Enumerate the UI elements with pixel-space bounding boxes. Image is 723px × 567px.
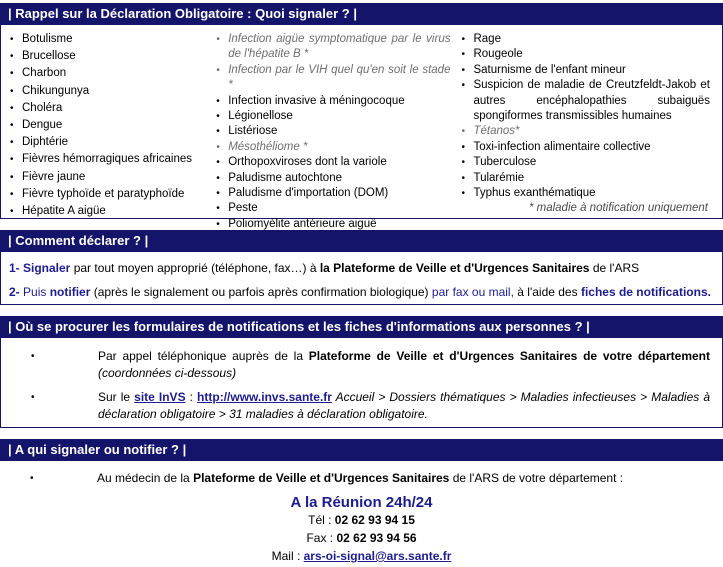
- disease-label: Chikungunya: [22, 84, 90, 97]
- text-segment: Au médecin de la: [97, 471, 194, 485]
- text-segment: Plateforme de Veille et d'Urgences Sanitaires de votre département: [308, 349, 710, 363]
- disease-label: Paludisme d'importation (DOM): [228, 187, 389, 200]
- disease-label: Peste: [228, 202, 258, 215]
- text-segment: (après le signalement ou parfois après confirmation biologique): [93, 285, 432, 299]
- bullet-icon: •: [461, 141, 465, 153]
- fax-line: [0, 530, 723, 547]
- disease-label: Brucellose: [22, 50, 76, 63]
- disease-label: Charbon: [22, 67, 67, 80]
- text-segment: de l'ARS de votre département :: [452, 471, 624, 485]
- disease-label: Typhus exanthématique: [473, 187, 596, 200]
- phone-line: [0, 512, 723, 529]
- disease-list-1: [5, 32, 211, 219]
- disease-column-1: [5, 32, 211, 216]
- disease-label: Choléra: [22, 101, 63, 114]
- disease-label: Infection aigüe symptomatique par le virus de l'hépatite B *: [228, 33, 451, 61]
- section-title-quoi-signaler: | Rappel sur la Déclaration Obligatoire : Quoi signaler ? |: [0, 3, 723, 25]
- disease-label: Diphtérie: [22, 136, 69, 149]
- bullet-icon: •: [10, 85, 14, 97]
- bullet-icon: •: [216, 126, 220, 138]
- text-segment: fiches de notifications.: [580, 285, 711, 299]
- region-title: A la Réunion 24h/24: [290, 494, 433, 511]
- text-segment: (coordonnées ci-dessous): [98, 366, 237, 380]
- disease-label: Hépatite A aigüe: [22, 205, 106, 218]
- disease-label: Paludisme autochtone: [228, 171, 342, 184]
- disease-item: [211, 171, 456, 186]
- disease-item: [211, 63, 456, 94]
- disease-item: [211, 155, 456, 170]
- disease-item: [456, 78, 716, 124]
- disease-list-3: [456, 32, 716, 201]
- disease-label: Fièvre jaune: [22, 170, 86, 183]
- text-segment: par tout moyen approprié (téléphone, fax…) à: [73, 261, 320, 275]
- disease-label: Tularémie: [473, 171, 525, 184]
- text-segment: Puis: [23, 285, 50, 299]
- disease-item: [5, 152, 211, 167]
- bullet-icon: •: [461, 126, 465, 138]
- section-a-qui-signaler: [0, 439, 723, 565]
- disease-label: Orthopoxviroses dont la variole: [228, 156, 387, 169]
- bullet-icon: •: [31, 392, 35, 403]
- section-quoi-signaler: [0, 3, 723, 230]
- bullet-icon: •: [216, 172, 220, 184]
- text-segment: la Plateforme de Veille et d'Urgences Sanitaires: [319, 261, 593, 275]
- mail-label: Mail :: [271, 549, 304, 563]
- bullet-icon: •: [31, 351, 35, 362]
- disease-item: [211, 217, 456, 232]
- disease-label: Saturnisme de l'enfant mineur: [473, 63, 626, 76]
- disease-item: [5, 118, 211, 133]
- disease-item: [211, 201, 456, 216]
- text-segment: Sur le: [98, 390, 135, 404]
- invs-url-link[interactable]: http://www.invs.sante.fr: [197, 390, 332, 404]
- contact-block: [0, 494, 723, 565]
- disease-item: [5, 170, 211, 185]
- disease-item: [456, 63, 716, 78]
- disease-label: Rougeole: [473, 48, 523, 61]
- bullet-icon: •: [216, 188, 220, 200]
- disease-label: Listériose: [228, 125, 278, 138]
- bullet-icon: •: [216, 95, 220, 107]
- disease-item: [456, 124, 716, 139]
- disease-item: [211, 140, 456, 155]
- disease-item: [5, 84, 211, 99]
- procure-list: [0, 338, 723, 428]
- disease-label: Poliomyélite antérieure aiguë: [228, 217, 377, 230]
- disease-label: Rage: [473, 33, 501, 45]
- disease-item: [211, 109, 456, 124]
- disease-label: Infection par le VIH quel qu'en soit le stade *: [228, 63, 451, 92]
- disease-label: Infection invasive à méningocoque: [228, 94, 405, 107]
- disease-label: Toxi-infection alimentaire collective: [473, 140, 651, 153]
- bullet-icon: •: [10, 120, 14, 132]
- bullet-icon: •: [216, 157, 220, 169]
- section-ou-se-procurer: [0, 316, 723, 428]
- procure-bullet-invs: [1, 389, 710, 423]
- disease-item: [211, 124, 456, 139]
- disease-label: Légionellose: [228, 110, 293, 123]
- text-segment: à l'aide des: [513, 285, 581, 299]
- who-bullet: [0, 470, 723, 487]
- text-segment: Plateforme de Veille et d'Urgences Sanitaires: [193, 471, 453, 485]
- bullet-icon: •: [10, 51, 14, 63]
- disease-item: [456, 186, 716, 201]
- section-title-a-qui-signaler: | A qui signaler ou notifier ? |: [0, 439, 723, 461]
- disease-lists: [0, 25, 723, 230]
- bullet-icon: •: [216, 64, 220, 76]
- fax-label: Fax :: [306, 531, 337, 545]
- bullet-icon: •: [216, 141, 220, 153]
- disease-label: Mésothéliome *: [228, 140, 308, 153]
- disease-item: [211, 94, 456, 109]
- mail-line: [0, 548, 723, 565]
- footnote-notification-only: * maladie à notification uniquement: [528, 202, 708, 215]
- section-title-comment-declarer: | Comment déclarer ? |: [0, 230, 723, 252]
- bullet-icon: •: [461, 80, 465, 92]
- section-title-ou-se-procurer: | Où se procurer les formulaires de notifications et les fiches d'informations aux personnes ? |: [0, 316, 723, 338]
- procure-bullet-phone: [1, 348, 710, 382]
- disease-item: [456, 171, 716, 186]
- bullet-icon: •: [10, 206, 14, 218]
- disease-item: [5, 204, 211, 219]
- bullet-icon: •: [10, 154, 14, 166]
- disease-item: [5, 135, 211, 150]
- bullet-icon: •: [461, 34, 465, 45]
- disease-item: [5, 101, 211, 116]
- disease-item: [211, 186, 456, 201]
- bullet-icon: •: [10, 102, 14, 114]
- bullet-icon: •: [216, 34, 220, 45]
- bullet-icon: •: [10, 171, 14, 183]
- text-segment: :: [185, 390, 198, 404]
- disease-item: [5, 32, 211, 47]
- text-segment: 2-: [9, 285, 24, 299]
- step-notifier: [9, 285, 714, 300]
- disease-label: Dengue: [22, 119, 63, 132]
- disease-item: [456, 32, 716, 47]
- bullet-icon: •: [461, 188, 465, 200]
- mail-link[interactable]: ars-oi-signal@ars.sante.fr: [303, 549, 452, 563]
- bullet-icon: •: [30, 473, 34, 484]
- disease-column-2: [211, 32, 456, 230]
- section-comment-declarer: [0, 230, 723, 305]
- declare-steps: [0, 252, 723, 305]
- text-segment: Par appel téléphonique auprès de la: [98, 349, 309, 363]
- fax-value: 02 62 93 94 56: [336, 531, 417, 545]
- tel-label: Tél :: [308, 513, 335, 527]
- bullet-icon: •: [216, 218, 220, 230]
- disease-item: [456, 47, 716, 62]
- bullet-icon: •: [10, 34, 14, 45]
- tel-value: 02 62 93 94 15: [334, 513, 415, 527]
- disease-item: [5, 49, 211, 64]
- disease-item: [5, 187, 211, 202]
- bullet-icon: •: [461, 172, 465, 184]
- disease-list-2: [211, 32, 456, 232]
- disease-label: Fièvre typhoïde et paratyphoïde: [22, 187, 185, 200]
- disease-item: [211, 32, 456, 63]
- disease-column-3: [456, 32, 716, 216]
- bullet-icon: •: [216, 111, 220, 123]
- text-segment: Accueil > Dossiers thématiques > Maladies infectieuses > Maladies à déclaration obligatoire > 31 maladies à déclaration obligatoire.: [98, 390, 710, 421]
- site-invs-link[interactable]: site InVS: [134, 390, 186, 404]
- bullet-icon: •: [461, 64, 465, 76]
- bullet-icon: •: [216, 203, 220, 215]
- step-signaler: [9, 261, 714, 276]
- disease-label: Fièvres hémorragiques africaines: [22, 153, 193, 166]
- disease-item: [456, 140, 716, 155]
- bullet-icon: •: [10, 137, 14, 149]
- text-segment: par fax ou mail,: [431, 285, 514, 299]
- bullet-icon: •: [10, 188, 14, 200]
- disease-label: Tétanos*: [473, 125, 520, 138]
- disease-label: Botulisme: [22, 33, 73, 45]
- text-segment: de l'ARS: [592, 261, 640, 275]
- bullet-icon: •: [10, 68, 14, 80]
- disease-label: Tuberculose: [473, 156, 537, 169]
- text-segment: 1- Signaler: [9, 261, 74, 275]
- text-segment: notifier: [49, 285, 94, 299]
- disease-label: Suspicion de maladie de Creutzfeldt-Jakob et autres encéphalopathies subaiguës spongiformes transmissibles humaines: [473, 79, 710, 123]
- disease-item: [5, 66, 211, 81]
- bullet-icon: •: [461, 49, 465, 61]
- disease-item: [456, 155, 716, 170]
- bullet-icon: •: [461, 157, 465, 169]
